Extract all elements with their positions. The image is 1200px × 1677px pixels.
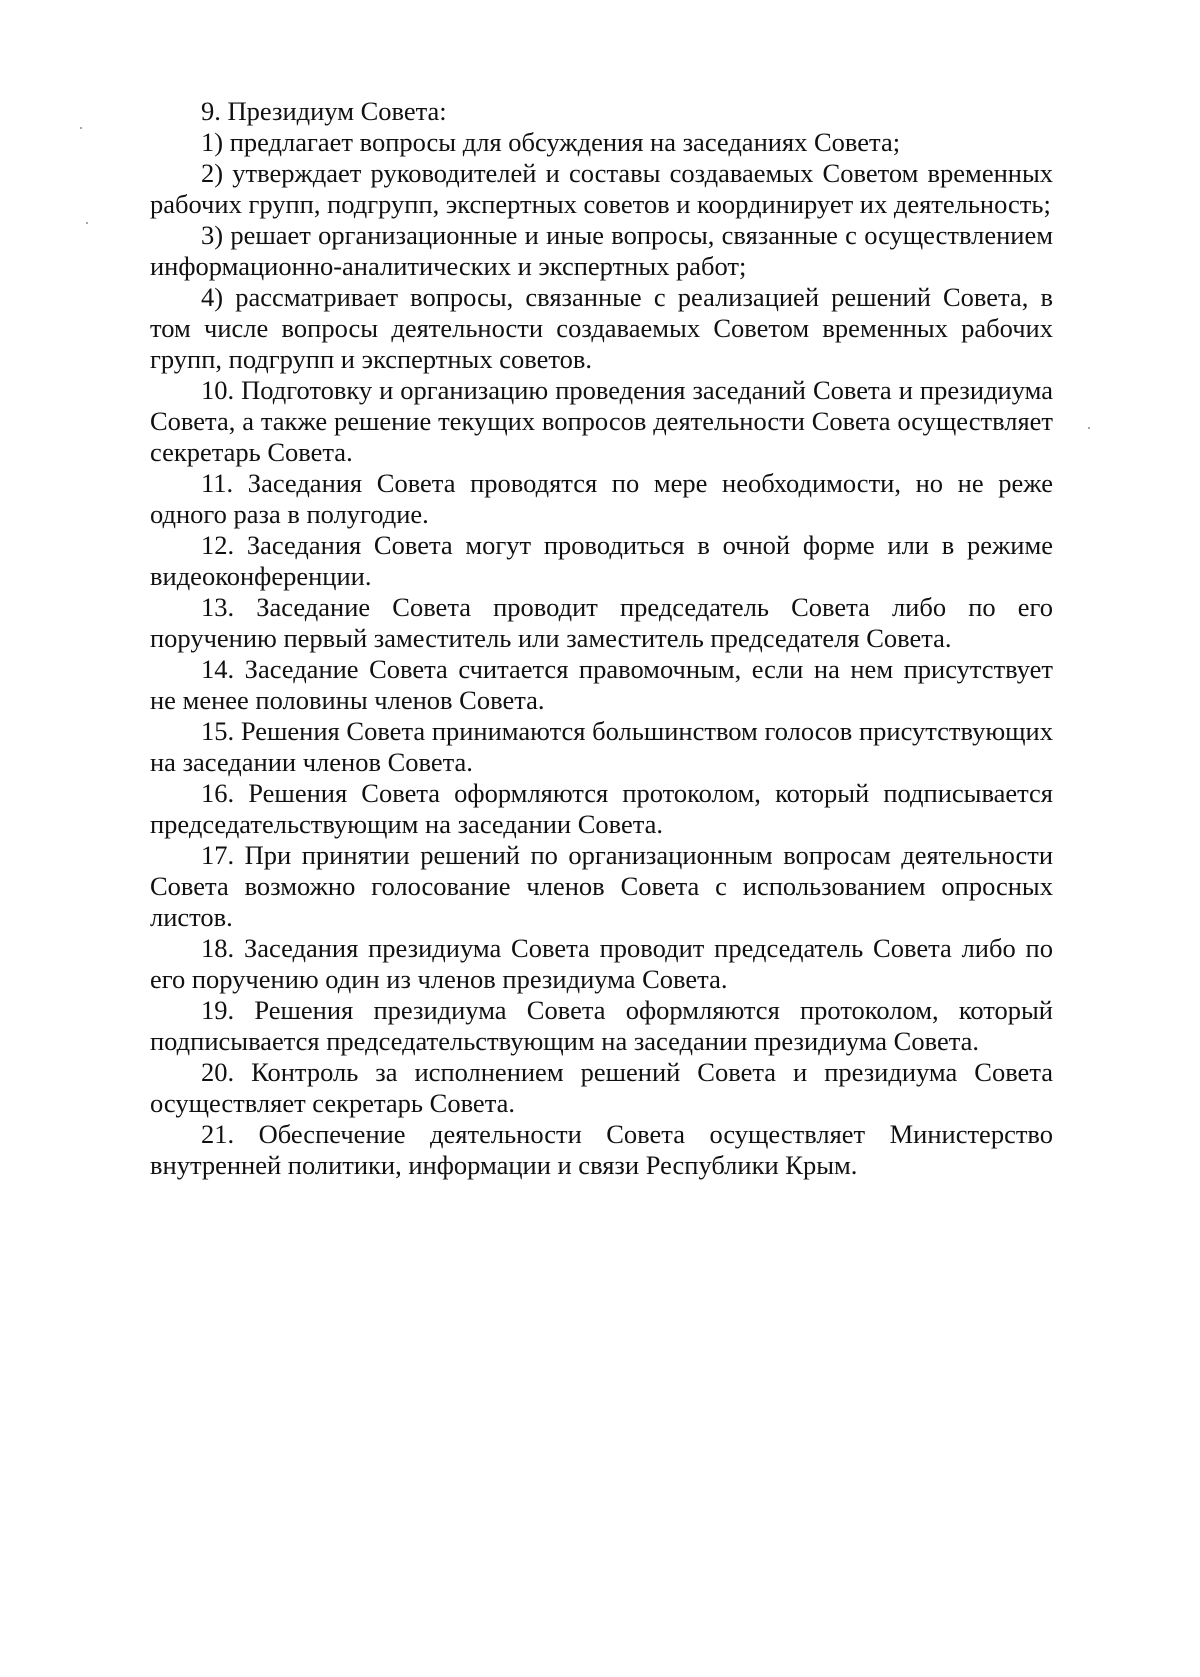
paragraph-21: 21. Обеспечение деятельности Совета осуществляет Министерство внутренней политики, информации и связи Республики Крым. [150,1119,1053,1180]
paragraph-15: 15. Решения Совета принимаются большинством голосов присутствующих на заседании членов Совета. [150,716,1053,777]
paragraph-18: 18. Заседания президиума Совета проводит председатель Совета либо по его поручению один из членов президиума Совета. [150,933,1053,994]
paragraph-14: 14. Заседание Совета считается правомочным, если на нем присутствует не менее половины членов Совета. [150,654,1053,715]
scan-speck [86,222,88,224]
paragraph-19: 19. Решения президиума Совета оформляются протоколом, который подписывается председательствующим на заседании президиума Совета. [150,995,1053,1056]
paragraph-13: 13. Заседание Совета проводит председатель Совета либо по его поручению первый заместитель или заместитель председателя Совета. [150,592,1053,653]
paragraph-17: 17. При принятии решений по организационным вопросам деятельности Совета возможно голосование членов Совета с использованием опросных листов. [150,840,1053,932]
document-page [150,96,1053,1181]
scan-speck [80,127,82,129]
paragraph-9-item-2: 2) утверждает руководителей и составы создаваемых Советом временных рабочих групп, подгрупп, экспертных советов и координирует их деятельность; [150,158,1053,219]
paragraph-9-item-3: 3) решает организационные и иные вопросы, связанные с осуществлением информационно-аналитических и экспертных работ; [150,220,1053,281]
paragraph-16: 16. Решения Совета оформляются протоколом, который подписывается председательствующим на заседании Совета. [150,778,1053,839]
scan-speck [1088,427,1090,429]
paragraph-10: 10. Подготовку и организацию проведения заседаний Совета и президиума Совета, а также решение текущих вопросов деятельности Совета осуществляет секретарь Совета. [150,375,1053,467]
paragraph-9: 9. Президиум Совета: [201,96,447,126]
paragraph-9-item-1: 1) предлагает вопросы для обсуждения на заседаниях Совета; [201,127,901,157]
paragraph-9-item-4: 4) рассматривает вопросы, связанные с реализацией решений Совета, в том числе вопросы деятельности создаваемых Советом временных рабочих групп, подгрупп и экспертных советов. [150,282,1053,374]
paragraph-12: 12. Заседания Совета могут проводиться в очной форме или в режиме видеоконференции. [150,530,1053,591]
paragraph-11: 11. Заседания Совета проводятся по мере необходимости, но не реже одного раза в полугодие. [150,468,1053,529]
paragraph-20: 20. Контроль за исполнением решений Совета и президиума Совета осуществляет секретарь Совета. [150,1057,1053,1118]
